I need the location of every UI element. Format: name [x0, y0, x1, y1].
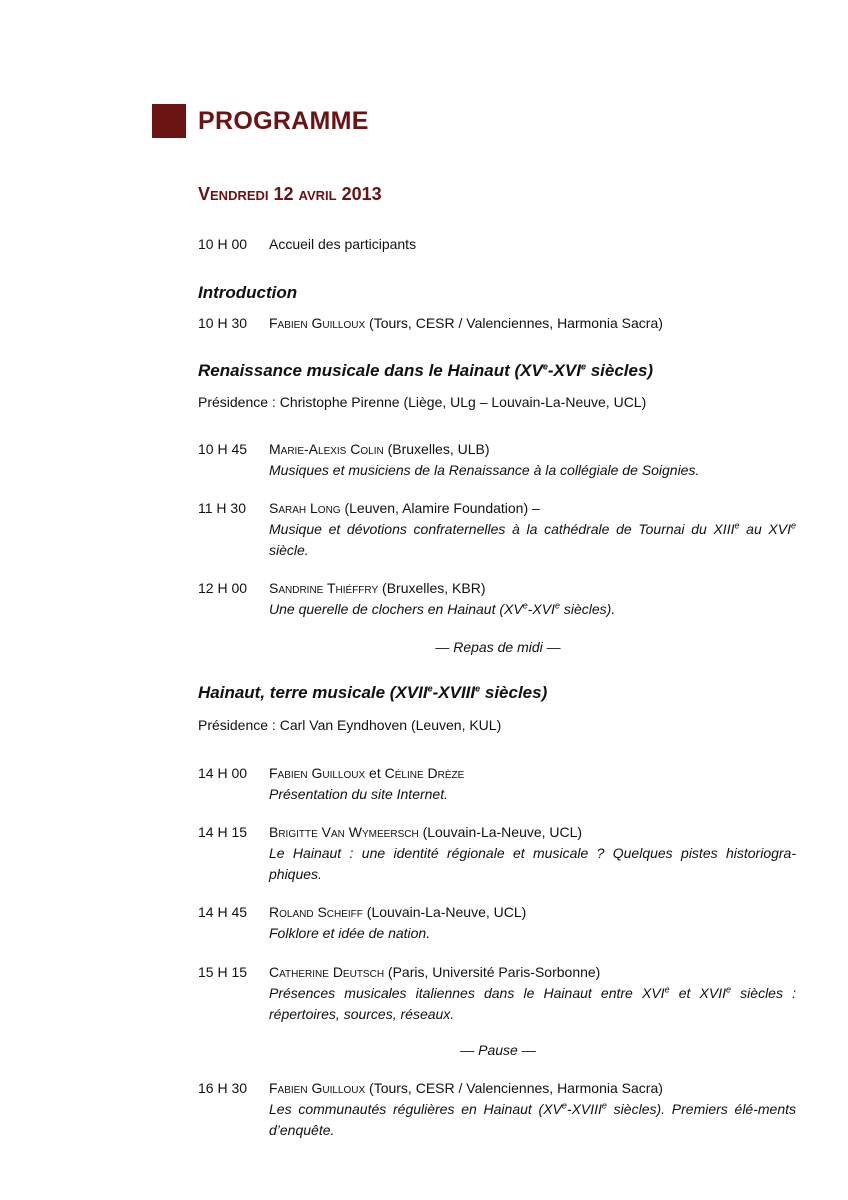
- section-introduction: Introduction: [198, 283, 298, 302]
- speaker: Roland Scheiff: [269, 904, 363, 920]
- speaker: Sandrine Thiéffry: [269, 580, 379, 596]
- presidence-1: Présidence : Christophe Pirenne (Liège, ULg – Louvain-La-Neuve, UCL): [198, 394, 647, 410]
- talk-title: Musiques et musiciens de la Renaissance à la collégiale de Soignies.: [269, 462, 700, 478]
- affiliation: (Bruxelles, ULB): [383, 441, 490, 457]
- time: 10 H 45: [198, 441, 248, 457]
- time: 15 H 15: [198, 964, 248, 980]
- affiliation: (Louvain-La-Neuve, UCL): [362, 904, 527, 920]
- speaker: Marie-Alexis Colin: [269, 441, 384, 457]
- time: 14 H 15: [198, 824, 248, 840]
- lunch-break: — Repas de midi —: [435, 639, 561, 655]
- talk-title: Présentation du site Internet.: [269, 786, 448, 802]
- speaker: Fabien Guilloux: [269, 1080, 366, 1096]
- affiliation: (Louvain-La-Neuve, UCL): [418, 824, 583, 840]
- document-page: PROGRAMME Vendredi 12 avril 2013 10 H 00 Accueil des participants Introduction 10 H 30 Fabien Guilloux (Tours, CESR / Valenciennes, Harmonia Sacra) Renaissance musicale dans le Hainaut (XVe-XVIe siècles) Présidence : Christophe Pirenne (Liège, ULg – Louvain-La-Neuve, UCL) 10 H 45 Marie-Alexis Colin (Bruxelles, ULB) Musiques et musiciens de la Renaissance à la collégiale de Soignies. 11 H 30 Sarah Long (Leuven, Alamire Foundation) – Musique et dévotions confraternelles à la cathédrale de Tournai du XIIIe au XVIe siècle. 12 H 00 Sandrine Thiéffry (Bruxelles, KBR) Une querelle de clochers en Hainaut (XVe-XVIe siècles). — Repas de midi — Hainaut, terre musicale (XVIIe-XVIIIe siècles) Présidence : Carl Van Eyndhoven (Leuven, KUL) 14 H 00 Fabien Guilloux et Céline Drèze Présentation du site Internet. 14 H 15 Brigitte Van Wymeersch (Louvain-La-Neuve, UCL) Le Hainaut : une identité régionale et musicale ? Quelques pistes historiogra-phiques. 14 H 45 Roland Scheiff (Louvain-La-Neuve, UCL) Folklore et idée de nation. 15 H 15 Catherine Deutsch (Paris, Université Paris-Sorbonne) Présences musicales italiennes dans le Hainaut entre XVIe et XVIIe siècles : répertoires, sources, réseaux. — Pause — 16 H 30 Fabien Guilloux (Tours, CESR / Valenciennes, Harmonia Sacra) Les communautés régulières en Hainaut (XVe-XVIIIe siècles). Premiers élé-ments d’enquête.: [0, 0, 848, 1200]
- section-renaissance: Renaissance musicale dans le Hainaut (XVe-XVIe siècles): [198, 361, 654, 380]
- speaker: Catherine Deutsch: [269, 964, 385, 980]
- time: 16 H 30: [198, 1080, 248, 1096]
- time: 12 H 00: [198, 580, 248, 596]
- talk-title: Musique et dévotions confraternelles à la cathédrale de Tournai du XIIIe au XVIe siècle.: [269, 520, 796, 558]
- time: 10 H 30: [198, 315, 248, 331]
- time: 14 H 45: [198, 904, 248, 920]
- talk-title: Folklore et idée de nation.: [269, 925, 431, 941]
- affiliation: (Leuven, Alamire Foundation) –: [340, 500, 540, 516]
- talk-title: Une querelle de clochers en Hainaut (XVe-XVIe siècles).: [269, 600, 616, 617]
- speaker: Brigitte Van Wymeersch: [269, 824, 419, 840]
- time: 11 H 30: [198, 500, 246, 516]
- time: 14 H 00: [198, 765, 248, 781]
- pause-break: — Pause —: [460, 1042, 536, 1058]
- affiliation: (Tours, CESR / Valenciennes, Harmonia Sacra): [369, 315, 663, 331]
- time: 10 H 00: [198, 236, 248, 252]
- speaker: Fabien Guilloux: [269, 765, 366, 781]
- talk-title: Présences musicales italiennes dans le Hainaut entre XVIe et XVIIe siècles : répertoires, sources, réseaux.: [269, 984, 797, 1022]
- affiliation: (Paris, Université Paris-Sorbonne): [384, 964, 601, 980]
- speaker: Céline Drèze: [384, 765, 465, 781]
- accueil-text: Accueil des participants: [269, 236, 417, 252]
- day-heading: Vendredi 12 avril 2013: [198, 184, 382, 204]
- speaker: Sarah Long: [269, 500, 341, 516]
- title-square-icon: [152, 104, 186, 138]
- section-hainaut: Hainaut, terre musicale (XVIIe-XVIIIe siècles): [198, 683, 548, 702]
- affiliation: (Tours, CESR / Valenciennes, Harmonia Sacra): [365, 1080, 663, 1096]
- page-title: PROGRAMME: [198, 106, 369, 135]
- talk-title: Les communautés régulières en Hainaut (XVe-XVIIIe siècles). Premiers élé-ments d’enquête.: [269, 1100, 796, 1138]
- affiliation: (Bruxelles, KBR): [378, 580, 486, 596]
- speaker: Fabien Guilloux: [269, 315, 366, 331]
- title-block: [152, 104, 369, 138]
- presidence-2: Présidence : Carl Van Eyndhoven (Leuven, KUL): [198, 717, 502, 733]
- talk-title: Le Hainaut : une identité régionale et musicale ? Quelques pistes historiogra-phiques.: [269, 845, 796, 882]
